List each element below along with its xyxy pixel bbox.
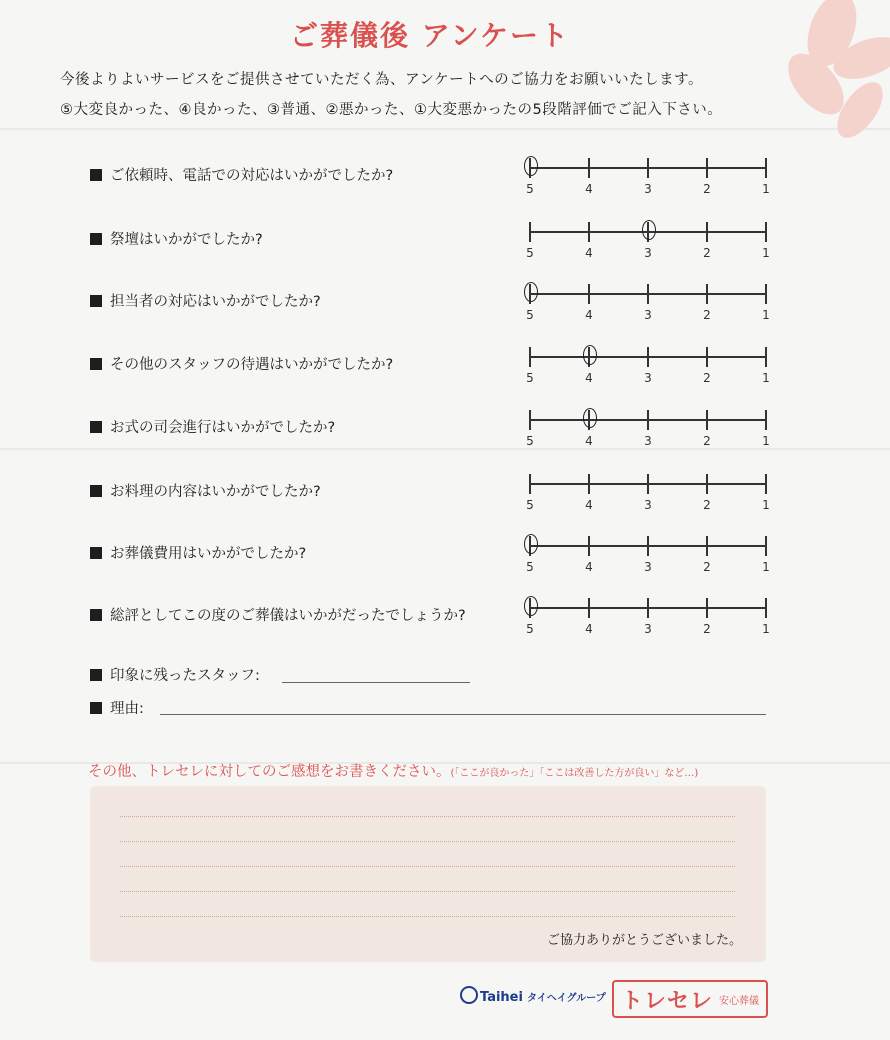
- scale-tick[interactable]: [765, 536, 767, 556]
- scale-tick[interactable]: [765, 347, 767, 367]
- question-label: [90, 164, 393, 185]
- brand-name: トレセレ: [620, 988, 713, 1014]
- bullet-square-icon: [90, 547, 102, 559]
- reason-field-label: [90, 697, 144, 718]
- question-label: [90, 228, 263, 249]
- staff-field-label: [90, 664, 260, 685]
- rating-circle-mark: [524, 156, 538, 176]
- rating-circle-mark: [524, 282, 538, 302]
- scale-tick[interactable]: [706, 158, 708, 178]
- scale-label: 5: [526, 622, 534, 636]
- scale-label: 5: [526, 246, 534, 260]
- question-text: ご依頼時、電話での対応はいかがでしたか?: [110, 168, 394, 184]
- scale-label: 1: [762, 498, 770, 512]
- scale-label: 1: [762, 622, 770, 636]
- scale-tick[interactable]: [529, 410, 531, 430]
- scale-label: 5: [526, 182, 534, 196]
- scale-label: 2: [703, 622, 711, 636]
- comment-heading: [88, 760, 698, 781]
- scale-label: 5: [526, 371, 534, 385]
- scale-label: 1: [762, 434, 770, 448]
- bullet-square-icon: [90, 169, 102, 181]
- page-title: ご葬儀後 アンケート: [289, 19, 571, 52]
- scale-tick[interactable]: [647, 536, 649, 556]
- scale-label: 1: [762, 182, 770, 196]
- question-label: [90, 290, 321, 311]
- scale-label: 2: [703, 371, 711, 385]
- comment-line: [120, 891, 735, 892]
- scale-tick[interactable]: [706, 284, 708, 304]
- scale-tick[interactable]: [588, 536, 590, 556]
- bullet-square-icon: [90, 485, 102, 497]
- scale-label: 4: [585, 560, 593, 574]
- scale-tick[interactable]: [765, 474, 767, 494]
- scale-label: 3: [644, 434, 652, 448]
- question-label: [90, 416, 335, 437]
- scale-label: 2: [703, 560, 711, 574]
- comment-heading-text: その他、トレセレに対してのご感想をお書きください。: [88, 764, 451, 780]
- scale-label: 1: [762, 246, 770, 260]
- scale-label: 4: [585, 498, 593, 512]
- reason-input[interactable]: [160, 714, 766, 715]
- scale-tick[interactable]: [529, 474, 531, 494]
- scale-tick[interactable]: [647, 347, 649, 367]
- rating-circle-mark: [583, 408, 597, 428]
- scale-label: 4: [585, 371, 593, 385]
- scale-label: 3: [644, 308, 652, 322]
- question-text: 担当者の対応はいかがでしたか?: [110, 294, 321, 310]
- scale-label: 5: [526, 560, 534, 574]
- rating-circle-mark: [524, 534, 538, 554]
- scale-label: 2: [703, 434, 711, 448]
- scale-tick[interactable]: [706, 222, 708, 242]
- rating-scale: [522, 536, 770, 576]
- scale-label: 1: [762, 308, 770, 322]
- bullet-square-icon: [90, 358, 102, 370]
- scale-label: 5: [526, 308, 534, 322]
- question-label: [90, 480, 321, 501]
- scale-label: 5: [526, 498, 534, 512]
- bullet-square-icon: [90, 295, 102, 307]
- scale-tick[interactable]: [765, 222, 767, 242]
- scale-tick[interactable]: [647, 410, 649, 430]
- scale-tick[interactable]: [529, 222, 531, 242]
- scale-label: 4: [585, 434, 593, 448]
- scale-tick[interactable]: [588, 598, 590, 618]
- rating-scale: [522, 222, 770, 262]
- bullet-square-icon: [90, 702, 102, 714]
- rating-circle-mark: [583, 345, 597, 365]
- scale-label: 3: [644, 560, 652, 574]
- taihei-group: タイヘイグループ: [526, 993, 606, 1004]
- scale-tick[interactable]: [588, 222, 590, 242]
- scale-label: 3: [644, 371, 652, 385]
- rating-circle-mark: [524, 596, 538, 616]
- scale-label: 4: [585, 622, 593, 636]
- scale-label: 3: [644, 182, 652, 196]
- scale-label: 4: [585, 246, 593, 260]
- question-text: 総評としてこの度のご葬儀はいかがだったでしょうか?: [110, 608, 466, 624]
- rating-scale: [522, 347, 770, 387]
- question-text: その他のスタッフの待遇はいかがでしたか?: [110, 357, 394, 373]
- scale-label: 5: [526, 434, 534, 448]
- question-label: [90, 353, 393, 374]
- scale-label: 2: [703, 246, 711, 260]
- comment-note: (「ここが良かった」「ここは改善した方が良い」など…): [450, 768, 699, 779]
- scale-label: 3: [644, 622, 652, 636]
- scale-label: 2: [703, 182, 711, 196]
- scale-tick[interactable]: [647, 598, 649, 618]
- staff-input[interactable]: [282, 682, 470, 683]
- scale-tick[interactable]: [765, 598, 767, 618]
- rating-scale: [522, 410, 770, 450]
- scale-tick[interactable]: [706, 536, 708, 556]
- scale-tick[interactable]: [706, 410, 708, 430]
- intro-line-1: 今後よりよいサービスをご提供させていただく為、アンケートへのご協力をお願いいたします。: [60, 72, 703, 88]
- question-text: お葬儀費用はいかがでしたか?: [110, 546, 307, 562]
- scale-tick[interactable]: [647, 158, 649, 178]
- scale-tick[interactable]: [765, 284, 767, 304]
- scale-tick[interactable]: [706, 474, 708, 494]
- scale-label: 2: [703, 308, 711, 322]
- scale-label: 4: [585, 182, 593, 196]
- comment-line: [120, 866, 735, 867]
- scale-tick[interactable]: [706, 598, 708, 618]
- scale-tick[interactable]: [647, 474, 649, 494]
- comment-line: [120, 841, 735, 842]
- thanks-text: ご協力ありがとうございました。: [546, 933, 742, 948]
- taihei-mark-icon: [460, 986, 478, 1004]
- taihei-logo: [460, 986, 606, 1005]
- comment-line: [120, 816, 735, 817]
- reason-label-text: 理由:: [110, 701, 144, 717]
- taihei-name: Taihei: [480, 990, 523, 1005]
- question-text: お料理の内容はいかがでしたか?: [110, 484, 321, 500]
- intro-line-2: ⑤大変良かった、④良かった、③普通、②悪かった、①大変悪かったの5段階評価でご記入下さい。: [60, 102, 723, 118]
- rating-scale: [522, 598, 770, 638]
- scale-tick[interactable]: [706, 347, 708, 367]
- question-text: 祭壇はいかがでしたか?: [110, 232, 263, 248]
- scale-tick[interactable]: [765, 158, 767, 178]
- scale-label: 3: [644, 246, 652, 260]
- staff-label-text: 印象に残ったスタッフ:: [110, 668, 260, 684]
- scale-label: 2: [703, 498, 711, 512]
- scale-tick[interactable]: [647, 284, 649, 304]
- scale-label: 4: [585, 308, 593, 322]
- question-text: お式の司会進行はいかがでしたか?: [110, 420, 336, 436]
- scale-tick[interactable]: [588, 284, 590, 304]
- bullet-square-icon: [90, 669, 102, 681]
- comment-box[interactable]: [90, 786, 766, 962]
- scale-tick[interactable]: [588, 474, 590, 494]
- torecere-logo: [612, 980, 768, 1018]
- rating-circle-mark: [642, 220, 656, 240]
- scale-label: 1: [762, 371, 770, 385]
- scale-tick[interactable]: [529, 347, 531, 367]
- question-label: [90, 604, 466, 625]
- question-label: [90, 542, 306, 563]
- bullet-square-icon: [90, 233, 102, 245]
- brand-sub: 安心葬儀: [719, 995, 759, 1007]
- scale-tick[interactable]: [588, 158, 590, 178]
- scale-label: 3: [644, 498, 652, 512]
- rating-scale: [522, 158, 770, 198]
- scale-label: 1: [762, 560, 770, 574]
- rating-scale: [522, 474, 770, 514]
- rating-scale: [522, 284, 770, 324]
- bullet-square-icon: [90, 421, 102, 433]
- scale-tick[interactable]: [765, 410, 767, 430]
- bullet-square-icon: [90, 609, 102, 621]
- comment-line: [120, 916, 735, 917]
